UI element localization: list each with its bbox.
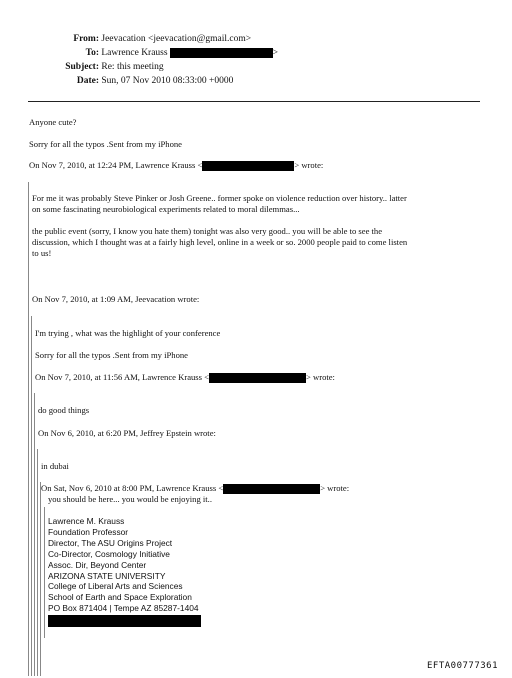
date-label: Date: xyxy=(76,76,99,86)
header-divider xyxy=(28,101,480,102)
quote-bar-1 xyxy=(28,182,29,676)
quote4-header: On Nov 6, 2010, at 6:20 PM, Jeffrey Epstein wrote: xyxy=(38,428,216,438)
quote5-header-text: On Sat, Nov 6, 2010 at 8:00 PM, Lawrence Krauss < xyxy=(41,483,224,493)
sig-codirector: Co-Director, Cosmology Initiative xyxy=(48,548,170,559)
quote1-header-text: On Nov 7, 2010, at 12:24 PM, Lawrence Krauss < xyxy=(29,160,203,170)
body-line-2: Sorry for all the typos .Sent from my iPhone xyxy=(29,139,183,149)
quote5-header xyxy=(41,483,349,494)
from-row xyxy=(40,34,251,44)
quote1-header xyxy=(29,160,323,171)
to-suffix: > xyxy=(272,48,278,59)
quote-bar-2 xyxy=(31,316,32,676)
quote1-suffix: > wrote: xyxy=(294,160,324,170)
q1-p1-l1: For me it was probably Steve Pinker or Josh Greene.. former spoke on violence reduction over history.. latter xyxy=(32,193,407,203)
sig-school: School of Earth and Space Exploration xyxy=(48,592,192,603)
redaction-bar xyxy=(202,161,294,171)
quote-bar-4 xyxy=(37,449,38,676)
quote-bar-3 xyxy=(34,393,35,676)
date-row xyxy=(40,76,233,86)
sig-assoc: Assoc. Dir, Beyond Center xyxy=(48,559,147,570)
redaction-bar xyxy=(223,484,320,494)
sig-title: Foundation Professor xyxy=(48,526,129,537)
from-value: Jeevacation <jeevacation@gmail.com> xyxy=(101,34,252,44)
q4-line-1: in dubai xyxy=(41,461,69,471)
to-row xyxy=(40,48,278,58)
sig-university: ARIZONA STATE UNIVERSITY xyxy=(48,570,166,581)
q1-p2-l2: discussion, which I thought was at a fairly high level, online in a week or so. 2000 people paid to come listen xyxy=(32,237,408,247)
q1-p2-l3: to us! xyxy=(32,248,52,258)
from-label: From: xyxy=(73,34,99,44)
quote3-header xyxy=(35,372,335,383)
sig-college: College of Liberal Arts and Sciences xyxy=(48,581,183,592)
redaction-bar xyxy=(170,48,273,58)
sig-address: PO Box 871404 | Tempe AZ 85287-1404 xyxy=(48,603,199,614)
quote2-header: On Nov 7, 2010, at 1:09 AM, Jeevacation wrote: xyxy=(32,294,200,304)
signature-block xyxy=(48,516,201,627)
q2-line-2: Sorry for all the typos .Sent from my iPhone xyxy=(35,350,189,360)
quote5-suffix: > wrote: xyxy=(320,483,350,493)
q3-line-1: do good things xyxy=(38,405,90,415)
date-value: Sun, 07 Nov 2010 08:33:00 +0000 xyxy=(101,76,234,86)
quote-bar-5 xyxy=(40,482,41,676)
quote-bar-6 xyxy=(44,507,45,638)
subject-row xyxy=(40,62,164,72)
sig-director: Director, The ASU Origins Project xyxy=(48,537,173,548)
sig-name: Lawrence M. Krauss xyxy=(48,516,125,526)
quote3-header-text: On Nov 7, 2010, at 11:56 AM, Lawrence Krauss < xyxy=(35,372,209,382)
subject-label: Subject: xyxy=(65,62,99,72)
q5-line-1: you should be here... you would be enjoying it.. xyxy=(48,494,212,504)
q2-line-1: I'm trying , what was the highlight of your conference xyxy=(35,328,221,338)
to-label: To: xyxy=(85,48,99,59)
body-line-1: Anyone cute? xyxy=(29,117,77,127)
subject-value: Re: this meeting xyxy=(101,62,164,72)
quote3-suffix: > wrote: xyxy=(306,372,335,382)
q1-p1-l2: on some fascinating neurobiological experiments related to moral dilemmas... xyxy=(32,204,300,214)
document-id: EFTA00777361 xyxy=(427,661,499,671)
redaction-bar xyxy=(48,615,201,627)
q1-p2-l1: the public event (sorry, I know you hate them) tonight was also very good.. you will be able to see the xyxy=(32,226,383,236)
to-value: Lawrence Krauss xyxy=(101,48,168,59)
redaction-bar xyxy=(209,373,306,383)
